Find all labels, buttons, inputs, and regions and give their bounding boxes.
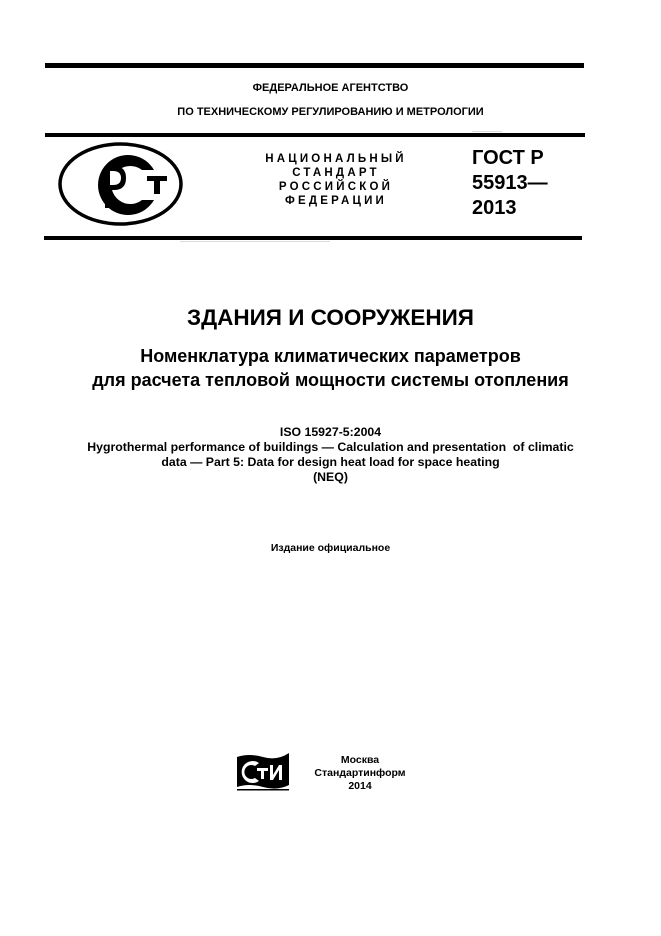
publisher-name: Стандартинформ (314, 767, 406, 779)
standard-type-line-3: РОССИЙСКОЙ (278, 181, 394, 193)
edition-label: Издание официальное (270, 542, 391, 554)
scan-artifact (180, 241, 330, 242)
standard-type-line-1: НАЦИОНАЛЬНЫЙ (265, 153, 407, 165)
standard-type-line-2: СТАНДАРТ (292, 167, 380, 179)
iso-number: ISO 15927-5:2004 (279, 425, 382, 439)
middle-rule (45, 133, 585, 137)
agency-line-1: ФЕДЕРАЛЬНОЕ АГЕНТСТВО (252, 82, 409, 94)
designation-line-1: ГОСТ Р (472, 147, 544, 169)
designation-line-3: 2013 (472, 197, 517, 219)
standard-designation (472, 146, 548, 221)
scan-artifact (472, 131, 502, 132)
header-bottom-rule (44, 236, 582, 240)
iso-reference (0, 425, 661, 485)
iso-title-line-1: Hygrothermal performance of buildings — Calculation and presentation of climatic (87, 440, 574, 454)
standartinform-logo-icon (235, 751, 291, 793)
iso-equivalence: (NEQ) (313, 470, 348, 484)
agency-line-2: ПО ТЕХНИЧЕСКОМУ РЕГУЛИРОВАНИЮ И МЕТРОЛОГИИ (177, 106, 484, 118)
designation-line-2: 55913— (472, 172, 548, 194)
publisher-city: Москва (340, 754, 380, 766)
publisher-info (300, 754, 420, 793)
document-subtitle (0, 344, 661, 392)
standard-type-line-4: ФЕДЕРАЦИИ (284, 195, 388, 207)
top-rule (45, 63, 584, 68)
publication-year: 2014 (348, 780, 372, 792)
publisher-logo (235, 751, 291, 793)
iso-title-line-2: data — Part 5: Data for design heat load for space heating (161, 455, 500, 469)
document-title: ЗДАНИЯ И СООРУЖЕНИЯ (187, 305, 474, 330)
subtitle-line-2: для расчета тепловой мощности системы отопления (92, 370, 569, 390)
rst-emblem-icon (58, 142, 183, 226)
rst-logo (58, 142, 183, 226)
standard-type-label (252, 152, 420, 208)
subtitle-line-1: Номенклатура климатических параметров (140, 346, 521, 366)
